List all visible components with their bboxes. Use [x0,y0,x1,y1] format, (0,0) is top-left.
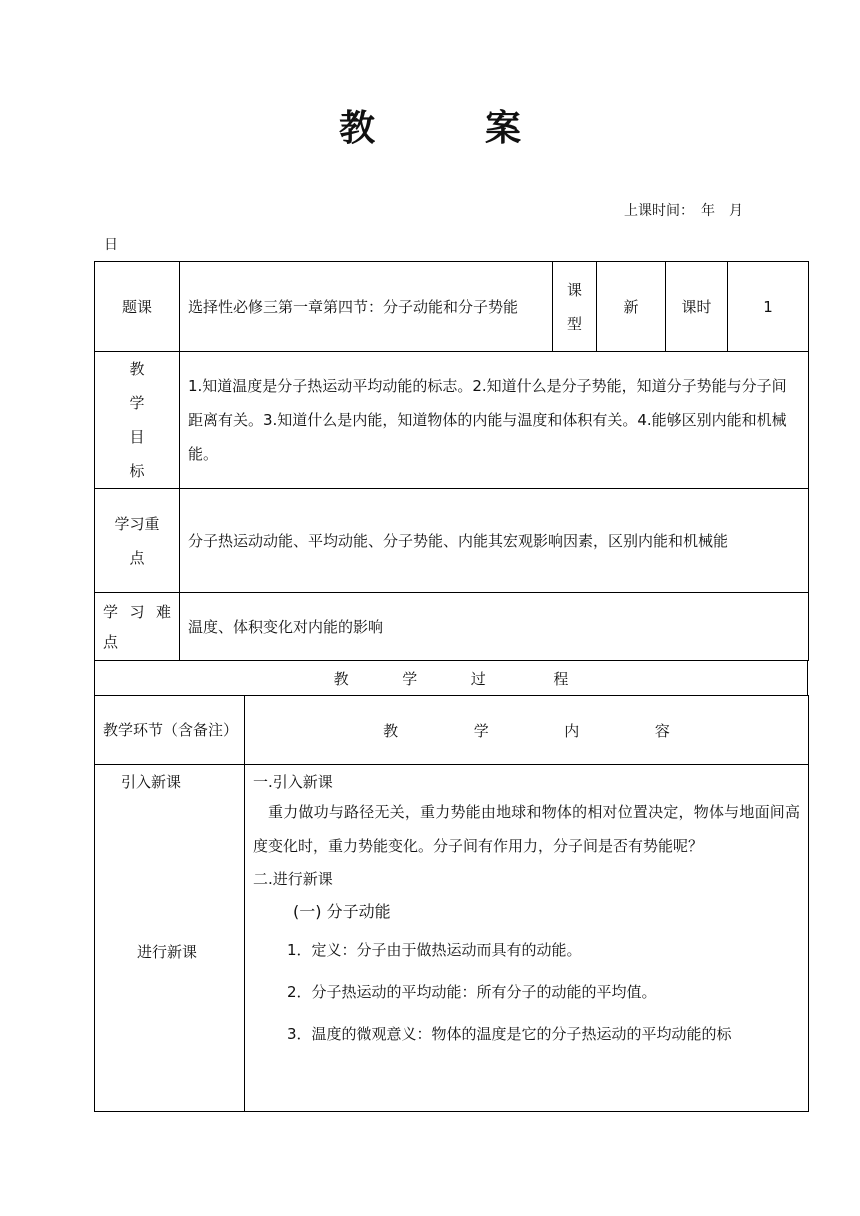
hours-value: 1 [728,262,809,352]
process-heading-char: 教 [333,669,349,688]
item-temperature-meaning: 3．温度的微观意义：物体的温度是它的分子热运动的平均动能的标 [287,1025,732,1043]
subsection-kinetic-title: (一) 分子动能 [293,902,391,921]
process-heading-char: 程 [553,669,569,688]
content-header-char: 容 [654,721,670,740]
class-date-label: 上课时间： 年 月 [624,203,743,219]
content-column [245,765,809,1112]
process-table [94,695,809,1112]
goals-label-char: 教 [129,360,145,378]
difficult-points-label: 学 习 难 点 [95,593,180,661]
content-column-header [245,696,809,765]
type-label-char: 课 [566,280,582,299]
type-value: 新 [597,262,666,352]
content-header-char: 学 [473,721,489,740]
topic-label: 题课 [95,262,180,352]
process-header-row [95,696,809,765]
section-new-title: 二.进行新课 [253,870,333,888]
process-heading-char: 过 [470,669,486,688]
difficult-points-row [95,593,809,661]
topic-row [95,262,809,352]
document-title [0,100,860,151]
key-points-value: 分子热运动动能、平均动能、分子势能、内能其宏观影响因素，区别内能和机械能 [180,489,809,593]
title-char: 案 [485,108,522,149]
goals-label-char: 标 [129,462,145,480]
goals-row [95,352,809,489]
key-points-row [95,489,809,593]
content-header-char: 内 [564,721,580,740]
topic-value: 选择性必修三第一章第四节：分子动能和分子势能 [180,262,553,352]
goals-value: 1.知道温度是分子热运动平均动能的标志。2.知道什么是分子势能，知道分子势能与分子间距离有关。3.知道什么是内能，知道物体的内能与温度和体积有关。4.能够区别内能和机械能。 [180,352,809,489]
stage-intro: 引入新课 [121,773,182,791]
title-char: 教 [338,108,375,149]
process-heading-table [94,660,808,696]
item-average-kinetic: 2．分子热运动的平均动能：所有分子的动能的平均值。 [287,983,657,1001]
section-intro-text: 重力做功与路径无关，重力势能由地球和物体的相对位置决定，物体与地面间高度变化时，重力势能变化。分子间有作用力，分子间是否有势能呢？ [253,803,800,855]
key-points-label: 学习重点 [95,489,180,593]
difficult-points-value: 温度、体积变化对内能的影响 [180,593,809,661]
type-label-char: 型 [566,314,582,333]
goals-label-char: 目 [129,428,145,446]
stage-column [95,765,245,1112]
item-definition: 1．定义：分子由于做热运动而具有的动能。 [287,941,582,959]
process-heading-char: 学 [402,669,418,688]
process-heading [95,661,808,696]
stage-column-header: 教学环节（含备注） [95,696,245,765]
goals-label [95,352,180,489]
class-date-day: 日 [104,237,118,253]
process-body-row [95,765,809,1112]
content-header-char: 教 [383,721,399,740]
hours-label: 课时 [666,262,728,352]
stage-new-lesson: 进行新课 [137,943,198,961]
lesson-info-table [94,261,809,661]
goals-label-char: 学 [129,394,145,412]
type-label [553,262,597,352]
section-intro-title: 一.引入新课 [253,773,333,791]
